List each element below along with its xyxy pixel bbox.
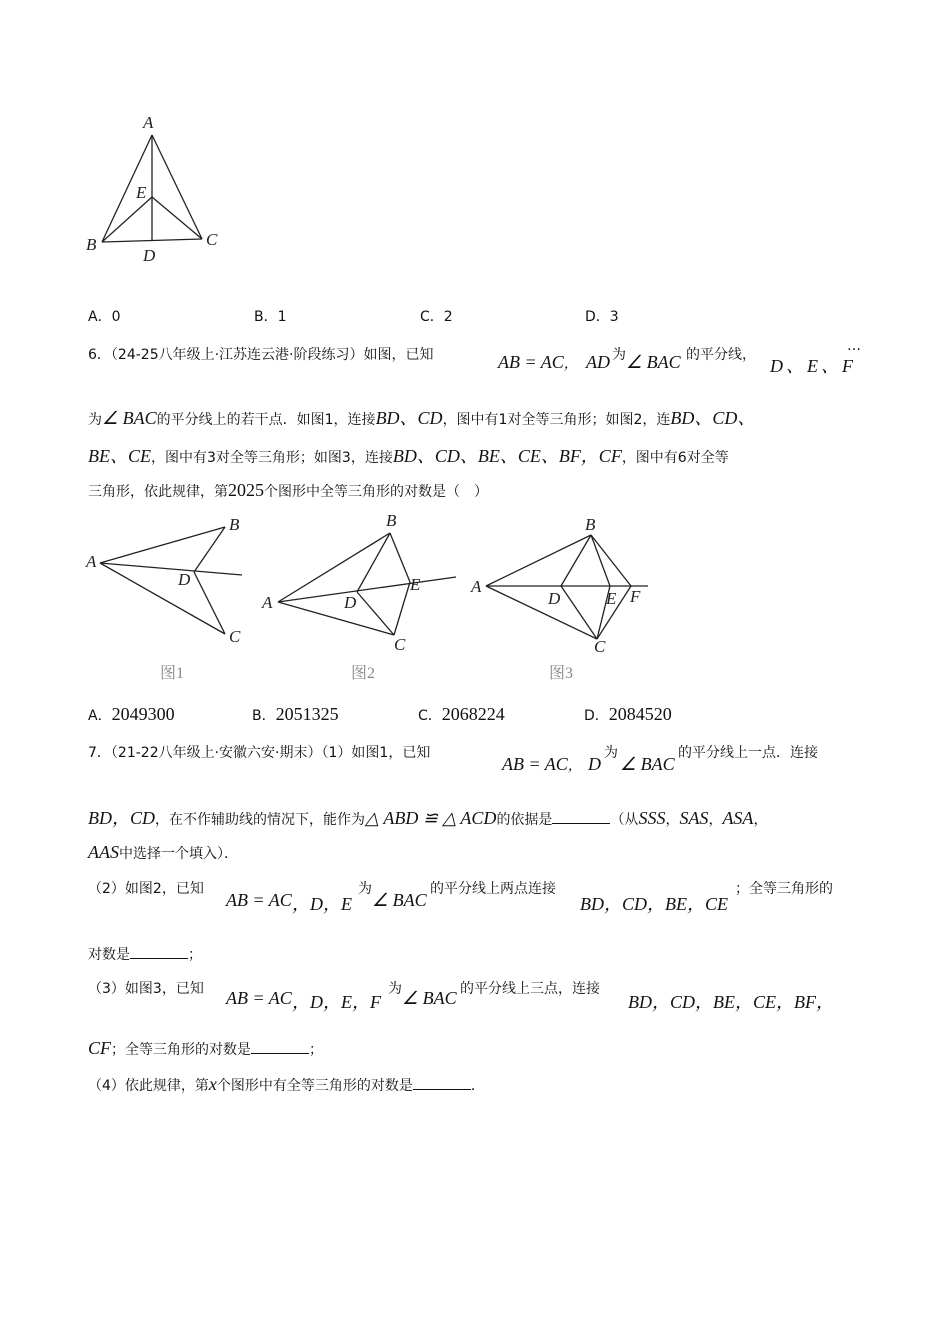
fig2-segment-be	[390, 533, 410, 582]
q6-line4: 三角形，依此规律，第2025个图形中全等三角形的对数是（ ）	[88, 480, 488, 500]
fig3-label-e: E	[606, 589, 617, 608]
fig1-label-c: C	[229, 627, 241, 646]
q5-choice-b: B．1	[254, 309, 287, 325]
q7-angle-bac: ∠ BAC	[620, 754, 675, 774]
q7-p2-wei: 为	[358, 881, 372, 897]
fig3-label-c: C	[594, 637, 606, 656]
q6-line2: 为∠ BAC的平分线上的若干点．如图1，连接BD、CD，图中有1对全等三角形；如图2，连BD、CD、	[88, 408, 756, 428]
fig2-segment-bd	[357, 533, 390, 592]
fig2-segment-ce	[394, 582, 410, 635]
q7-blank-4[interactable]	[413, 1089, 471, 1090]
q6-figure-3	[470, 515, 648, 682]
fig1-label-b: B	[229, 515, 240, 534]
q7-ab-ac: AB = AC，	[502, 754, 582, 774]
fig2-label-b: B	[386, 511, 397, 530]
q6-choice-c: C．2068224	[418, 704, 505, 724]
q6-figure-2	[261, 511, 456, 682]
q7-p1b: BD，CD，在不作辅助线的情况下，能作为△ ABD ≌ △ ACD的依据是 （从SSS，SAS，ASA，	[88, 808, 768, 828]
fig1-label-a: A	[86, 552, 97, 571]
q7-p3b: CF；全等三角形的对数是 ；	[88, 1038, 324, 1058]
q6-ab-ac: AB = AC，	[498, 352, 578, 372]
fig3-label-f: F	[630, 587, 641, 606]
fig3-label-a: A	[471, 577, 482, 596]
q6-angle-bac: ∠ BAC	[626, 352, 681, 372]
label-a: A	[143, 113, 154, 132]
q6-dots: …	[847, 338, 861, 354]
fig2-segment-ac	[278, 602, 394, 635]
q6-def: D、E、F	[770, 356, 856, 376]
figure-isosceles-triangle	[80, 110, 230, 270]
fig2-caption: 图2	[351, 665, 376, 682]
q5-choice-d: D．3	[585, 309, 619, 325]
q7-p3-text: 的平分线上三点，连接	[460, 981, 600, 997]
fig1-label-d: D	[178, 570, 191, 589]
label-e: E	[136, 183, 147, 202]
q7-p3-def: ，D，E，F	[292, 992, 381, 1012]
fig3-segment-be	[591, 535, 610, 586]
fig1-segment-bd	[194, 527, 225, 572]
q7-p4: （4）依此规律，第x个图形中有全等三角形的对数是 ．	[88, 1074, 485, 1094]
q7-p2-intro: （2）如图2，已知	[88, 881, 204, 897]
q7-p2-ab-ac: AB = AC	[226, 890, 292, 910]
q6-figures	[80, 510, 660, 690]
fig1-segment-ac	[100, 563, 225, 634]
q7-p2b: 对数是 ；	[88, 947, 202, 963]
q7-p2-text2: ；全等三角形的	[735, 881, 833, 897]
q7-p2-text: 的平分线上两点连接	[430, 881, 556, 897]
q7-p2-angle: ∠ BAC	[372, 890, 427, 910]
q7-p3-list: BD，CD，BE，CE，BF，	[628, 992, 834, 1012]
q7-p3-wei: 为	[388, 981, 402, 997]
segment-be	[102, 197, 152, 242]
label-b: B	[86, 235, 97, 254]
fig2-segment-cd	[357, 592, 394, 635]
fig1-bisector	[100, 563, 242, 575]
segment-ac	[152, 135, 202, 239]
q7-p3-intro: （3）如图3，已知	[88, 981, 204, 997]
fig2-bisector	[278, 577, 456, 602]
label-c: C	[206, 230, 218, 249]
fig3-segment-bf	[591, 535, 631, 586]
q6-intro: 6．（24-25八年级上·江苏连云港·阶段练习）如图，已知	[88, 347, 434, 363]
q6-wei: 为	[612, 347, 626, 363]
fig3-label-d: D	[548, 589, 561, 608]
q6-choice-d: D．2084520	[584, 704, 672, 724]
q7-p3-angle: ∠ BAC	[402, 988, 457, 1008]
q7-blank-3[interactable]	[251, 1053, 309, 1054]
fig3-segment-ac	[486, 586, 597, 639]
segment-ce	[152, 197, 202, 239]
fig3-caption: 图3	[549, 665, 574, 682]
fig2-label-d: D	[344, 593, 357, 612]
q6-figure-1	[85, 515, 242, 682]
q5-choice-a: A．0	[88, 309, 121, 325]
fig2-segment-ab	[278, 533, 390, 602]
q7-p2-list: BD，CD，BE，CE	[580, 894, 728, 914]
q6-choice-b: B．2051325	[252, 704, 339, 724]
q7-blank-1[interactable]	[552, 823, 610, 824]
q7-intro: 7．（21-22八年级上·安徽六安·期末）（1）如图1，已知	[88, 745, 431, 761]
fig1-caption: 图1	[160, 665, 185, 682]
q6-ad: AD	[586, 352, 610, 372]
q6-bisector-text: 的平分线，	[686, 347, 756, 363]
q7-d: D	[588, 754, 601, 774]
fig2-label-e: E	[410, 575, 421, 594]
fig2-label-c: C	[394, 635, 406, 654]
q7-p2-de: ，D，E	[292, 894, 352, 914]
fig1-segment-ab	[100, 527, 225, 563]
q7-blank-2[interactable]	[130, 958, 188, 959]
q6-line3: BE、CE，图中有3对全等三角形；如图3，连接BD、CD、BE、CE、BF，CF，图中有6对全等	[88, 446, 729, 466]
q7-p1c: AAS中选择一个填入）．	[88, 842, 238, 862]
q7-p1-text: 的平分线上一点．连接	[678, 745, 818, 761]
q7-wei: 为	[604, 745, 618, 761]
label-d: D	[143, 246, 156, 265]
fig2-label-a: A	[262, 593, 273, 612]
q6-choice-a: A．2049300	[88, 704, 175, 724]
q5-choice-c: C．2	[420, 309, 453, 325]
q7-p3-ab-ac: AB = AC	[226, 988, 292, 1008]
fig3-label-b: B	[585, 515, 596, 534]
